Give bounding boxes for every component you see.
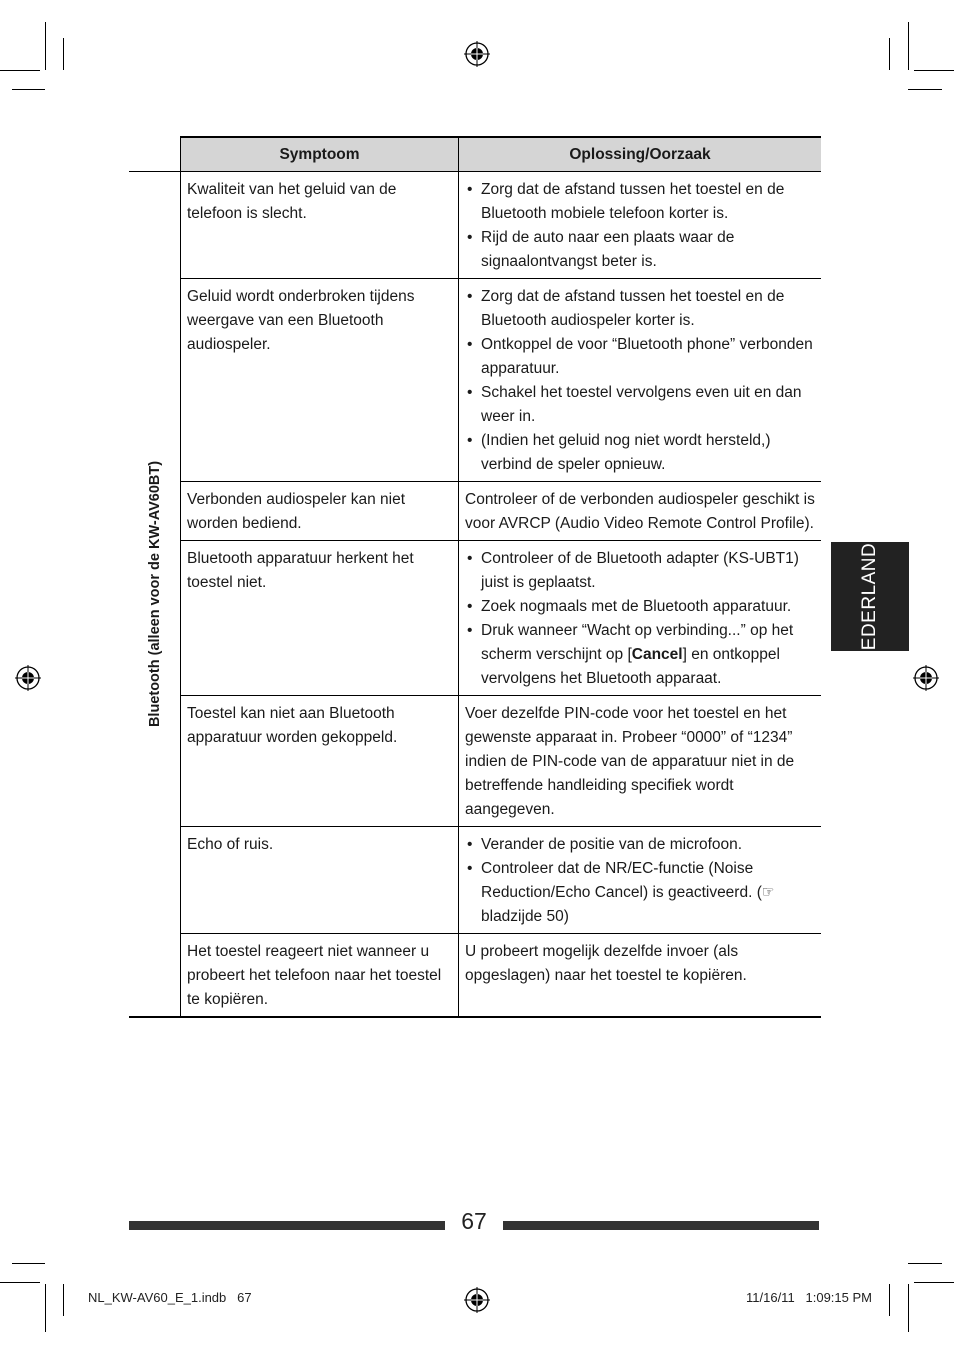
crop-mark	[908, 1263, 942, 1264]
crop-mark	[889, 1284, 890, 1316]
symptom-cell: Verbonden audiospeler kan niet worden bediend.	[181, 482, 459, 541]
side-category-label: Bluetooth (alleen voor de KW-AV60BT)	[146, 460, 163, 728]
crop-mark	[12, 89, 45, 90]
header-symptom: Symptoom	[181, 137, 459, 172]
crop-mark	[45, 1284, 46, 1332]
crop-mark	[889, 38, 890, 70]
solution-item	[465, 619, 817, 691]
table-row	[129, 934, 821, 1018]
solution-list	[465, 178, 817, 274]
solution-item: • Zorg dat de afstand tussen het toestel en de Bluetooth mobiele telefoon korter is.	[465, 178, 817, 226]
header-solution: Oplossing/Oorzaak	[459, 137, 822, 172]
solution-item: • Rijd de auto naar een plaats waar de signaalontvangst beter is.	[465, 226, 817, 274]
solution-text: Druk wanneer “Wacht op verbinding...” op het scherm verschijnt op [	[481, 622, 794, 663]
troubleshooting-table	[129, 136, 821, 1018]
page-bar-left	[129, 1221, 445, 1230]
solution-cell: U probeert mogelijk dezelfde invoer (als opgeslagen) naar het toestel te kopiëren.	[459, 934, 822, 1018]
footer-file-name: NL_KW-AV60_E_1.indb 67	[88, 1290, 252, 1305]
crop-mark	[0, 1282, 40, 1283]
crop-mark	[63, 38, 64, 70]
solution-item: • Verander de positie van de microfoon.	[465, 833, 817, 857]
side-category-cell	[129, 172, 181, 1018]
solution-item: • Controleer of de Bluetooth adapter (KS-UBT1) juist is geplaatst.	[465, 547, 817, 595]
solution-list	[465, 547, 817, 691]
solution-item: • Schakel het toestel vervolgens even uit en dan weer in.	[465, 381, 817, 429]
symptom-cell: Kwaliteit van het geluid van de telefoon is slecht.	[181, 172, 459, 279]
table-row	[129, 541, 821, 696]
crop-mark	[914, 70, 954, 71]
table-row	[129, 827, 821, 934]
symptom-cell: Het toestel reageert niet wanneer u probeert het telefoon naar het toestel te kopiëren.	[181, 934, 459, 1018]
solution-list	[465, 285, 817, 477]
solution-cell	[459, 172, 822, 279]
solution-cell	[459, 541, 822, 696]
crop-mark	[914, 1282, 954, 1283]
crop-mark	[908, 1284, 909, 1332]
table-row	[129, 482, 821, 541]
crop-mark	[908, 89, 942, 90]
language-tab	[831, 529, 909, 664]
symptom-cell: Bluetooth apparatuur herkent het toestel niet.	[181, 541, 459, 696]
table-header	[129, 137, 821, 172]
solution-list	[465, 833, 817, 929]
solution-cell	[459, 827, 822, 934]
table-row	[129, 696, 821, 827]
solution-cell	[459, 279, 822, 482]
table-row	[129, 172, 821, 279]
crop-mark	[45, 22, 46, 70]
crop-mark	[12, 1263, 45, 1264]
solution-item: • Ontkoppel de voor “Bluetooth phone” verbonden apparatuur.	[465, 333, 817, 381]
registration-mark-icon	[464, 1287, 490, 1313]
registration-mark-icon	[464, 41, 490, 67]
registration-mark-icon	[15, 665, 41, 691]
solution-item: • Zorg dat de afstand tussen het toestel en de Bluetooth audiospeler korter is.	[465, 285, 817, 333]
crop-mark	[63, 1284, 64, 1316]
symptom-cell: Toestel kan niet aan Bluetooth apparatuur worden gekoppeld.	[181, 696, 459, 827]
solution-item: • Controleer dat de NR/EC-functie (Noise Reduction/Echo Cancel) is geactiveerd. (☞ bladzijde 50)	[465, 857, 817, 929]
symptom-cell: Geluid wordt onderbroken tijdens weergave van een Bluetooth audiospeler.	[181, 279, 459, 482]
solution-item: • Zoek nogmaals met de Bluetooth apparatuur.	[465, 595, 817, 619]
registration-mark-icon	[913, 665, 939, 691]
solution-cell: Controleer of de verbonden audiospeler geschikt is voor AVRCP (Audio Video Remote Control Profile).	[459, 482, 822, 541]
header-spacer	[129, 137, 181, 172]
solution-cell: Voer dezelfde PIN-code voor het toestel en het gewenste apparaat in. Probeer “0000” of “1234” indien de PIN-code van de apparatuur niet in de betreffende handleiding specifiek wordt aangegeven.	[459, 696, 822, 827]
solution-item: • (Indien het geluid nog niet wordt hersteld,) verbind de speler opnieuw.	[465, 429, 817, 477]
table-row	[129, 279, 821, 482]
cancel-key-label: Cancel	[631, 646, 683, 663]
crop-mark	[0, 70, 40, 71]
footer-datetime: 11/16/11 1:09:15 PM	[746, 1290, 872, 1305]
symptom-cell: Echo of ruis.	[181, 827, 459, 934]
page-number: 67	[461, 1208, 487, 1234]
language-tab-label: NEDERLANDS	[859, 529, 880, 664]
solution-text: ] en ontkoppel vervolgens het Bluetooth apparaat.	[481, 646, 780, 687]
crop-mark	[908, 22, 909, 70]
page-bar-right	[503, 1221, 819, 1230]
